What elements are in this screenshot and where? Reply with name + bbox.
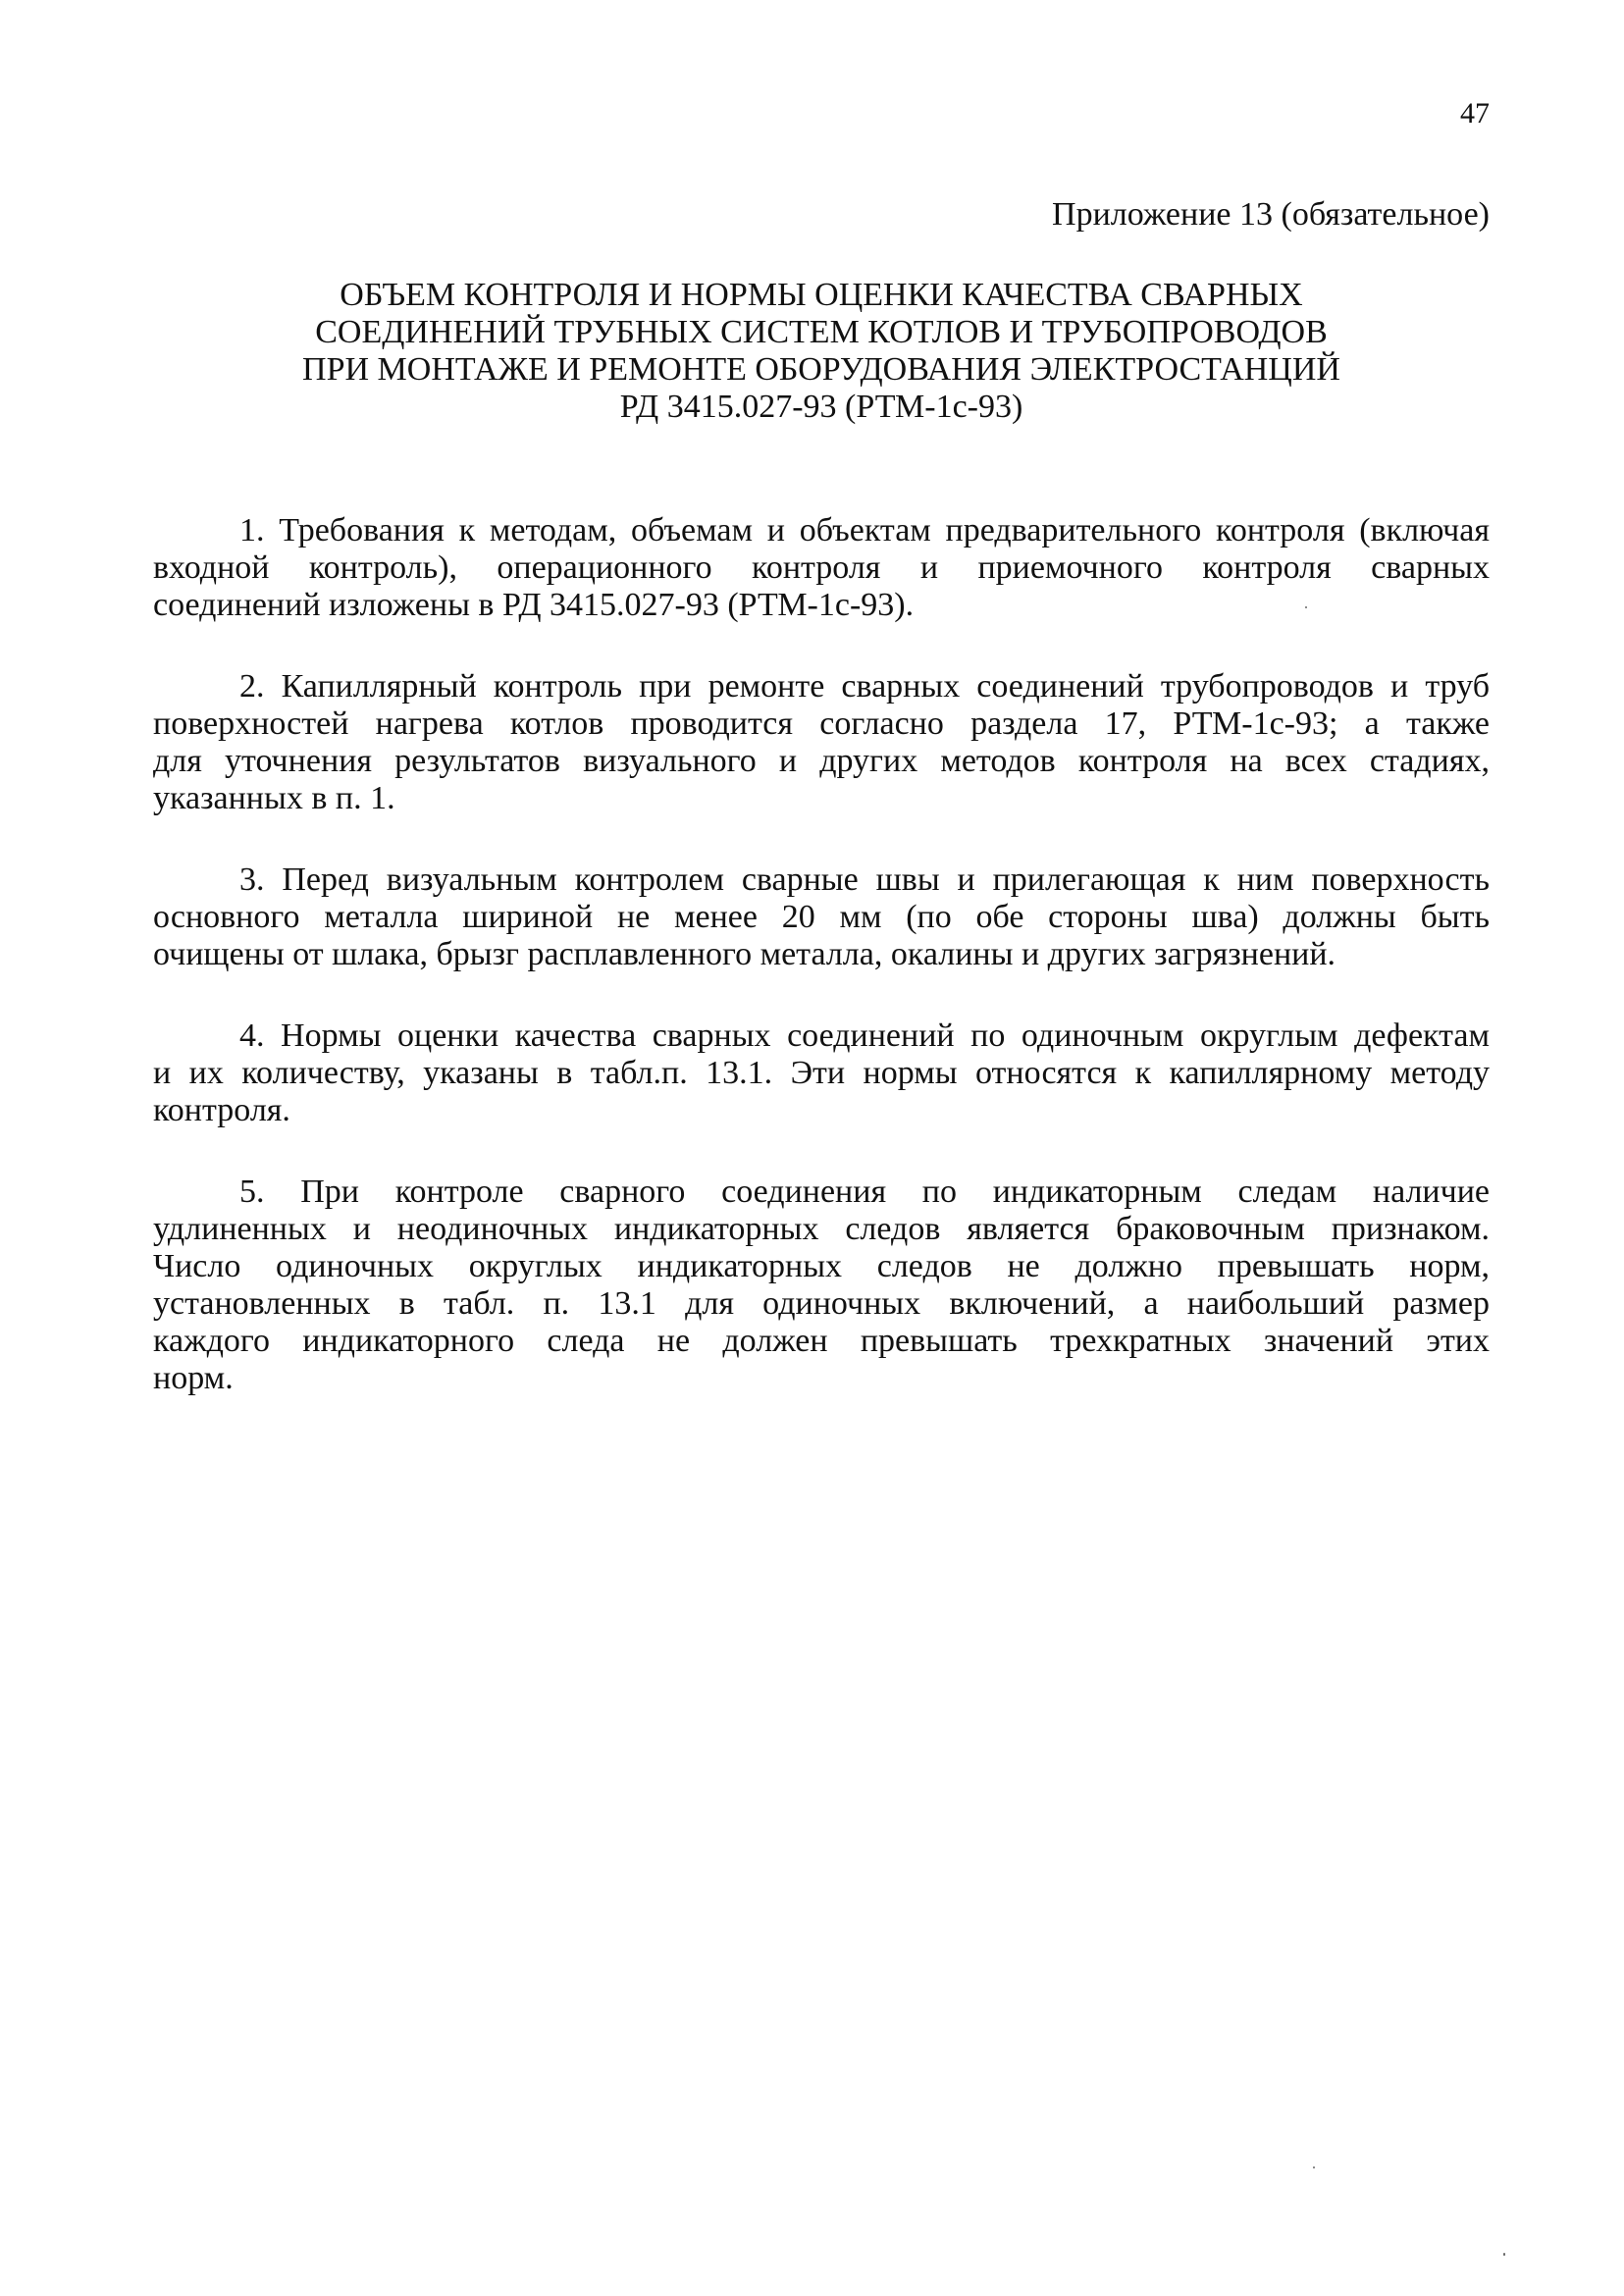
paragraph-line: норм. (153, 1360, 234, 1396)
paragraph-2 (153, 668, 1490, 817)
title-line: ПРИ МОНТАЖЕ И РЕМОНТЕ ОБОРУДОВАНИЯ ЭЛЕКТРОСТАНЦИЙ (302, 351, 1340, 388)
paragraph-line: контроля. (153, 1092, 290, 1128)
paragraph-line: очищены от шлака, брызг расплавленного металла, окалины и других загрязнений. (153, 936, 1336, 972)
paragraph-line: для уточнения результатов визуального и других методов контроля на всех стадиях, (153, 743, 1490, 779)
paragraph-line: 4. Нормы оценки качества сварных соединений по одиночным округлым дефектам (239, 1018, 1490, 1054)
paragraph-line: 3. Перед визуальным контролем сварные швы и прилегающая к ним поверхность (239, 861, 1490, 898)
paragraph-line: Число одиночных округлых индикаторных следов не должно превышать норм, (153, 1248, 1490, 1284)
paragraph-4 (153, 1018, 1490, 1129)
paragraph-line: каждого индикаторного следа не должен превышать трехкратных значений этих (153, 1323, 1490, 1359)
paragraph-line: указанных в п. 1. (153, 780, 395, 816)
appendix-label: Приложение 13 (обязательное) (1052, 196, 1490, 233)
paragraph-1 (153, 512, 1490, 624)
paragraph-line: установленных в табл. п. 13.1 для одиночных включений, а наибольший размер (153, 1285, 1490, 1322)
paragraph-3 (153, 861, 1490, 973)
paragraph-line: основного металла шириной не менее 20 мм (по обе стороны шва) должны быть (153, 899, 1490, 935)
paragraph-line: поверхностей нагрева котлов проводится согласно раздела 17, РТМ-1с-93; а также (153, 705, 1490, 742)
scan-speck (1313, 2166, 1315, 2168)
paragraph-line: соединений изложены в РД 3415.027-93 (РТМ-1с-93). (153, 587, 915, 623)
title-line: СОЕДИНЕНИЙ ТРУБНЫХ СИСТЕМ КОТЛОВ И ТРУБОПРОВОДОВ (315, 314, 1328, 350)
scan-speck (1503, 2253, 1505, 2256)
paragraph-line: 2. Капиллярный контроль при ремонте сварных соединений трубопроводов и труб (239, 668, 1490, 704)
document-title (153, 277, 1490, 426)
title-line: ОБЪЕМ КОНТРОЛЯ И НОРМЫ ОЦЕНКИ КАЧЕСТВА СВАРНЫХ (340, 277, 1303, 313)
paragraph-line: и их количеству, указаны в табл.п. 13.1. Эти нормы относятся к капиллярному методу (153, 1055, 1490, 1091)
paragraph-line: 1. Требования к методам, объемам и объектам предварительного контроля (включая (239, 512, 1490, 548)
title-line: РД 3415.027-93 (РТМ-1с-93) (619, 389, 1023, 425)
paragraph-line: 5. При контроле сварного соединения по индикаторным следам наличие (239, 1174, 1490, 1210)
document-body (153, 512, 1490, 1441)
paragraph-line: удлиненных и неодиночных индикаторных следов является браковочным признаком. (153, 1211, 1490, 1247)
paragraph-5 (153, 1174, 1490, 1397)
scan-speck (1305, 606, 1307, 608)
paragraph-line: входной контроль), операционного контроля и приемочного контроля сварных (153, 549, 1490, 586)
page-number: 47 (1460, 97, 1490, 130)
